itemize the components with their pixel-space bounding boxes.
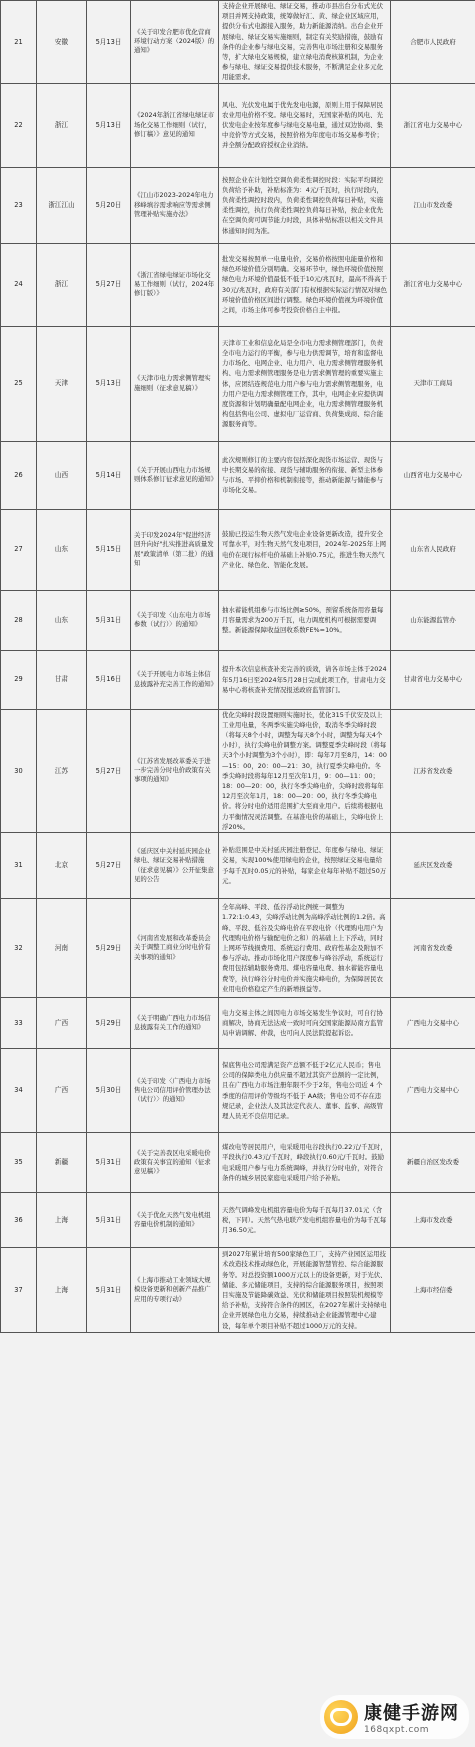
row-number: 22: [1, 83, 37, 167]
row-number: 27: [1, 509, 37, 590]
table-row: [1, 998, 475, 1049]
table-row: [1, 1049, 475, 1133]
policy-table-body: [1, 1, 475, 1333]
row-policy-content: 优化尖峰时段设置细则实施时长，优化315千伏安及以上工业用电量，冬两季实施尖峰电价，取消冬季尖峰时段（将每天8个小时，调整为每天8个小时，调整为每天4个小时），执行尖峰电价调整方案。调整夏季尖峰时段（将每天3个小时调整为3个小时），即：每年7月至8月，14：00—15：00，20：00—21：30，执行夏季尖峰电价。冬季尖峰时段将每年12月至次年1月，9：00—11：00；18：00—20：00，执行冬季尖峰电价，尖峰时段将每年12月至次年1月，18：00—20：00，执行冬季尖峰电价。将分时电价适用范围扩大至商业用户。后续将根据电力平衡情况灵活调整。在基准电价的基础上，尖峰电价上浮20%。: [219, 709, 391, 832]
table-row: [1, 899, 475, 998]
row-date: 5月27日: [87, 709, 131, 832]
row-policy-content: 电力交易主体之间因电力市场交易发生争议时，可自行协商解决，协商无法达成一致时可向交国家能源局南方监管局申请调解、仲裁，也可向人民法院提起诉讼。: [219, 998, 391, 1049]
table-row: [1, 326, 475, 441]
row-province: 山东: [37, 590, 87, 650]
row-policy-content: 煤改电等居民用户，电采暖用电谷段执行0.22元/千瓦时，平段执行0.43元/千瓦时，峰段执行0.60元/千瓦时。鼓励电采暖用户参与电力系统调峰，并执行分时电价，对符合条件的城乡居民家庭电采暖用户给予补贴。: [219, 1133, 391, 1193]
row-province: 广西: [37, 998, 87, 1049]
row-policy-title: 《浙江省绿电绿证市场化交易工作细则（试行，2024年修订版）》: [131, 243, 219, 326]
row-department: 河南省发改委: [391, 899, 475, 998]
table-row: [1, 167, 475, 243]
row-number: 35: [1, 1133, 37, 1193]
row-number: 21: [1, 1, 37, 84]
table-row: [1, 650, 475, 709]
row-number: 34: [1, 1049, 37, 1133]
row-policy-title: 《关于完善我区电采暖电价政策有关事宜的通知（征求意见稿）》: [131, 1133, 219, 1193]
row-number: 32: [1, 899, 37, 998]
row-policy-title: 关于印发2024年"促进经济回升向好"扎实推进高质量发展"政策清单（第二批）的通知: [131, 509, 219, 590]
row-policy-title: 《关于印发〈广西电力市场售电公司信用评价管理办法（试行）〉的通知》: [131, 1049, 219, 1133]
row-policy-title: 《关于开展山西电力市场规则体系修订征求意见的通知》: [131, 441, 219, 509]
table-row: [1, 509, 475, 590]
row-policy-content: 补贴范围是中关村延庆园注册登记、年度参与绿电、绿证交易，实现100%使用绿电的企业，按照绿证交易电量给予每千瓦时0.05元的补贴，每家企业每年补贴不超过50万元。: [219, 833, 391, 899]
row-number: 31: [1, 833, 37, 899]
watermark-url: 168qxpt.com: [364, 1725, 430, 1735]
table-row: [1, 1193, 475, 1248]
table-row: [1, 709, 475, 832]
row-number: 24: [1, 243, 37, 326]
row-date: 5月29日: [87, 899, 131, 998]
row-policy-title: 《关于明确广西电力市场信息披露有关工作的通知》: [131, 998, 219, 1049]
row-department: 江山市发改委: [391, 167, 475, 243]
row-date: 5月31日: [87, 1248, 131, 1333]
table-row: [1, 590, 475, 650]
row-policy-title: 《关于优化天然气发电机组容量电价机制的通知》: [131, 1193, 219, 1248]
row-date: 5月31日: [87, 1193, 131, 1248]
row-province: 安徽: [37, 1, 87, 84]
row-department: 山东能源监管办: [391, 590, 475, 650]
row-province: 广西: [37, 1049, 87, 1133]
row-province: 河南: [37, 899, 87, 998]
row-policy-title: 《关于印发合肥市优化营商环境行动方案（2024版）的通知》: [131, 1, 219, 84]
row-policy-content: 到2027年累计培育500家绿色工厂，支持产业园区运用技术改造技术推动绿色化，开展能源智慧管控、综合能源服务等。对总投资额1000万元以上的设备更新，对于光伏、储能、多元储能项目，支持的综合能源服务项目，按照项目实施及节能降碳效益、光伏和储能项目按照装机规模等给予补贴，支持符合条件的园区，在2027年累计支持绿电企业开展绿色电力交易，持续推动企业能源管理中心建设，每年单个项目补贴不超过1000万元的支持。: [219, 1248, 391, 1333]
gamepad-logo-icon: [324, 1700, 358, 1734]
row-policy-title: 《关于印发〈山东电力市场参数（试行）〉的通知》: [131, 590, 219, 650]
row-policy-content: 批发交易按照单一电量电价，交易价格按照电能量价格和绿色环境价值分别明确。交易环节中，绿色环境价值按照绿色电力环境价值最低不低于10元/兆瓦时，最高不得高于30元/兆瓦时，政府有关部门有权根据实际运行情况对绿色环境价值价格区间进行调整。绿色环境价值视为环境价值之间，市场主体可参考投资价格自主申报。: [219, 243, 391, 326]
table-row: [1, 243, 475, 326]
row-province: 甘肃: [37, 650, 87, 709]
row-date: 5月27日: [87, 833, 131, 899]
row-department: 上海市发改委: [391, 1193, 475, 1248]
row-department: 甘肃省电力交易中心: [391, 650, 475, 709]
row-policy-content: 提升本次信息核查补充完善的质效，请各市场主体于2024年5月16日至2024年5月28日完成此项工作，甘肃电力交易中心将核查补充情况报送政府监管部门。: [219, 650, 391, 709]
table-row: [1, 1133, 475, 1193]
row-province: 江苏: [37, 709, 87, 832]
row-number: 23: [1, 167, 37, 243]
row-number: 33: [1, 998, 37, 1049]
row-date: 5月14日: [87, 441, 131, 509]
row-policy-content: 风电、光伏发电属于优先发电电源，原则上用于保障居民农业用电价格不变。绿电交易时，无国家补贴的风电、光伏发电企业按年度参与绿电交易电量，通过双边协商、集中竞价等方式交易，按照价格为年度电市场交易参考价；并全额分配政府授权企业消纳。: [219, 83, 391, 167]
row-province: 浙江: [37, 83, 87, 167]
row-policy-title: 《2024年浙江省绿电绿证市场化交易工作细则（试行，修订稿）》意见的通知: [131, 83, 219, 167]
row-policy-content: 此次规则修订的主要内容包括深化现货市场运营、现货与中长期交易的衔接、现货与辅助服务的衔接、新型主体参与市场、平抑价格和机制衔接等，推动新能源与储能参与市场化交易。: [219, 441, 391, 509]
row-department: 山东省人民政府: [391, 509, 475, 590]
row-province: 浙江: [37, 243, 87, 326]
row-number: 25: [1, 326, 37, 441]
row-number: 26: [1, 441, 37, 509]
row-province: 上海: [37, 1248, 87, 1333]
row-date: 5月31日: [87, 1133, 131, 1193]
row-department: 新疆自治区发改委: [391, 1133, 475, 1193]
table-row: [1, 1248, 475, 1333]
row-date: 5月16日: [87, 650, 131, 709]
row-policy-content: 全年高峰、平段、低谷浮动比例统一调整为1.72:1:0.43，尖峰浮动比例为高峰浮动比例的1.2倍。高峰、平段、低谷及尖峰电价在平段电价（代理购电用户为代理购电价格与输配电价之和）的基础上上下浮动，同时上网环节线损费用、系统运行费用、政府性基金及附加不参与浮动。推动市场化用户深度参与峰谷浮动，系统运行费用包括辅助服务费用、煤电容量电费、抽水蓄能容量电费等，执行峰谷分时电价并实施尖峰电价，为保障居民农业用电价格稳定产生的新增损益等。: [219, 899, 391, 998]
row-date: 5月13日: [87, 326, 131, 441]
row-date: 5月13日: [87, 1, 131, 84]
row-policy-title: 《关于开展电力市场主体信息披露补充完善工作的通知》: [131, 650, 219, 709]
row-policy-content: 天津市工业和信息化局是全市电力需求侧管理部门，负责全市电力运行的平衡，参与电力供需调节，培育和监督电力市场化、电网企业、电力用户、电力需求侧管理服务机构、电力需求侧管理服务是电力需求侧管理的重要实施主体，应团结连规范电力用户参与电力需求侧管理服务，电力用户是电力需求侧管理工作，其中，电网企业应提供调度资源和计划明确量配电网企业，电力需求侧管理服务机构包括售电公司、虚拟电厂运营商、负荷集成商、综合能源服务商等。: [219, 326, 391, 441]
row-policy-title: 《上海市推动工业领域大规模设备更新和创新产品推广应用的专项行动》: [131, 1248, 219, 1333]
row-date: 5月20日: [87, 167, 131, 243]
row-policy-content: 鼓励已投运生物天然气发电企业设备更新改造，提升安全可靠水平，对生物天然气发电项目，2024年-2025年上网电价在现行标杆电价基础上补贴0.75元，推进生物天然气产业化、绿色化、智能化发展。: [219, 509, 391, 590]
row-department: 浙江省电力交易中心: [391, 83, 475, 167]
row-policy-content: 支持企业开展绿电、绿证交易，推动市县出台分布式光伏项目并网支持政策，统筹做好汇、黄、绿企业区域应用，提供分布式电源接入服务，助力新能源消纳。出台企业开展绿电、绿证交易实施细则，制定有关奖励措施，鼓励有条件的企业参与绿电交易，完善售电市场注册和交易服务等，扩大绿电交易规模，建立绿电消费核算机制，为企业参与绿电、绿证交易提供技术服务，不断满足企业多元化用能需求。: [219, 1, 391, 84]
row-department: 山西省电力交易中心: [391, 441, 475, 509]
row-date: 5月27日: [87, 243, 131, 326]
row-date: 5月15日: [87, 509, 131, 590]
row-province: 上海: [37, 1193, 87, 1248]
row-policy-content: 抽水蓄能机组参与市场比例≥50%，预留系统备用容量每月容量需求为200万千瓦，电力调度机构可根据需要调整。新能源保障收益回收系数FE%=10%。: [219, 590, 391, 650]
row-province: 天津: [37, 326, 87, 441]
row-department: 合肥市人民政府: [391, 1, 475, 84]
row-province: 北京: [37, 833, 87, 899]
row-policy-content: 按照企业在计划性空调负荷柔性调控时段：实际平均调控负荷给予补助，补贴标准为：4元/千瓦时，执行时段内，负荷柔性调控时段内，负荷柔性调控负荷每日补贴，实施柔性调控，执行负荷柔性调控负荷每日补贴，按企业优先在空调负荷可调节能力时段，具体补贴标准以相关文件具体通知时间为准。: [219, 167, 391, 243]
table-row: [1, 1, 475, 84]
table-row: [1, 441, 475, 509]
watermark-title: 康健手游网: [364, 1703, 459, 1724]
row-department: 广西电力交易中心: [391, 998, 475, 1049]
row-province: 山西: [37, 441, 87, 509]
row-province: 浙江江山: [37, 167, 87, 243]
row-province: 新疆: [37, 1133, 87, 1193]
row-number: 28: [1, 590, 37, 650]
row-policy-title: 《延庆区中关村延庆园企业绿电、绿证交易补贴措施（征求意见稿）》公开征集意见的公告: [131, 833, 219, 899]
row-policy-content: 天然气调峰发电机组容量电价为每千瓦每月37.01元（含税，下同）。天然气热电联产发电机组容量电价为每千瓦每月36.50元。: [219, 1193, 391, 1248]
row-policy-title: 《天津市电力需求侧管理实施细则（征求意见稿）》: [131, 326, 219, 441]
row-date: 5月31日: [87, 590, 131, 650]
row-number: 30: [1, 709, 37, 832]
row-date: 5月29日: [87, 998, 131, 1049]
row-number: 29: [1, 650, 37, 709]
site-watermark: [320, 1695, 469, 1739]
row-department: 江苏省发改委: [391, 709, 475, 832]
row-department: 上海市经信委: [391, 1248, 475, 1333]
row-department: 天津市工商局: [391, 326, 475, 441]
row-policy-title: 《江山市2023-2024年电力移峰填谷需求响应等需求侧管理补贴实施办法》: [131, 167, 219, 243]
row-policy-title: 《江苏省发展改革委关于进一步完善分时电价政策有关事项的通知》: [131, 709, 219, 832]
row-department: 浙江省电力交易中心: [391, 243, 475, 326]
row-number: 36: [1, 1193, 37, 1248]
row-number: 37: [1, 1248, 37, 1333]
row-department: 广西电力交易中心: [391, 1049, 475, 1133]
row-policy-title: 《河南省发展和改革委员会关于调整工商业分时电价有关事项的通知》: [131, 899, 219, 998]
row-policy-content: 保底售电公司需满足资产总额不低于2亿元人民币；售电公司的保障类电力供应量不超过其资产总额的一定比例，且在广西电力市场注册年限不少于2年，售电公司近 4 个季度的信用评价等级均不低于 AA级；售电公司不存在违规记录，企业法人及其法定代表人、董事、监事、高级管理人员无不良信用记录。: [219, 1049, 391, 1133]
row-department: 延庆区发改委: [391, 833, 475, 899]
table-row: [1, 833, 475, 899]
row-date: 5月30日: [87, 1049, 131, 1133]
table-row: [1, 83, 475, 167]
row-province: 山东: [37, 509, 87, 590]
row-date: 5月13日: [87, 83, 131, 167]
